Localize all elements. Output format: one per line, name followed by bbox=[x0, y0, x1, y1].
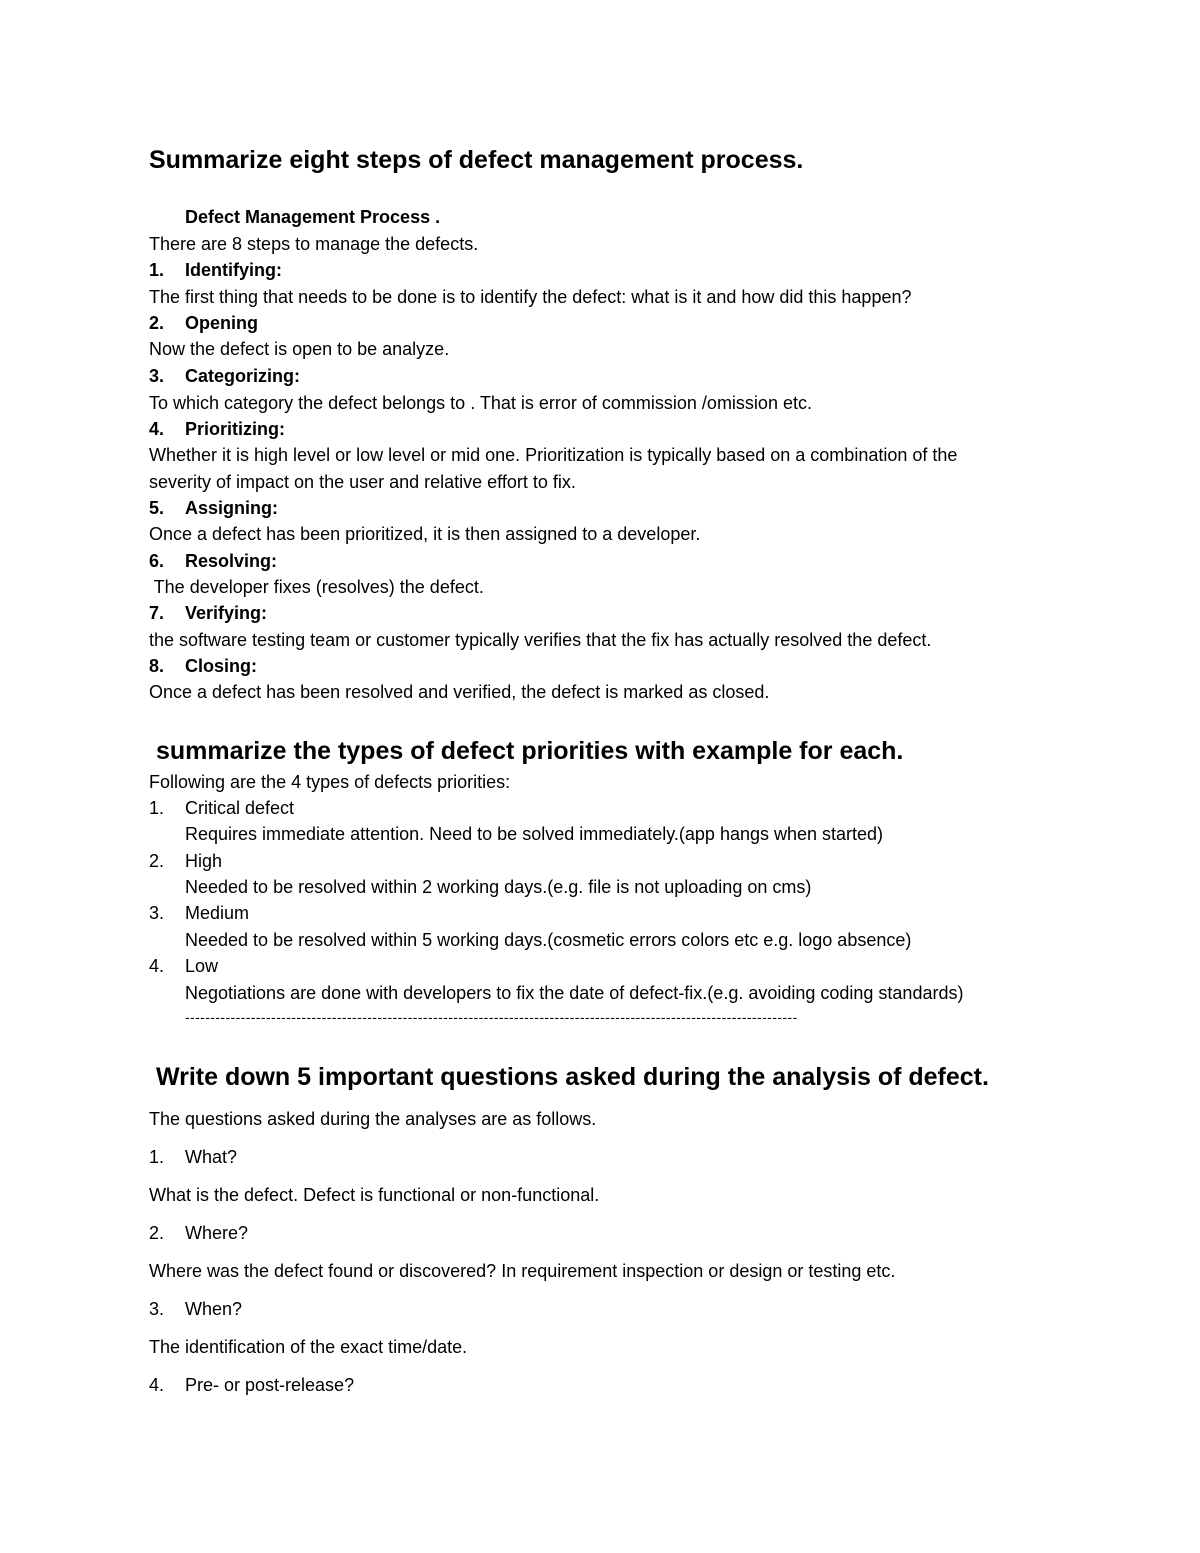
item-number: 2. bbox=[149, 851, 165, 871]
step-8-title bbox=[149, 655, 257, 677]
step-title: Identifying: bbox=[185, 260, 282, 280]
question-number: 1. bbox=[149, 1147, 165, 1167]
answer-1: What is the defect. Defect is functional or non-functional. bbox=[149, 1185, 600, 1205]
step-7-title bbox=[149, 602, 267, 624]
step-7-desc: the software testing team or customer typically verifies that the fix has actually resolved the defect. bbox=[149, 630, 932, 650]
priority-3-desc: Needed to be resolved within 5 working days.(cosmetic errors colors etc e.g. logo absence) bbox=[185, 930, 912, 950]
question-number: 4. bbox=[149, 1375, 165, 1395]
step-number: 7. bbox=[149, 603, 165, 623]
step-6-desc: The developer fixes (resolves) the defect. bbox=[149, 577, 484, 597]
section3-heading: Write down 5 important questions asked during the analysis of defect. bbox=[149, 1063, 989, 1091]
step-2-desc: Now the defect is open to be analyze. bbox=[149, 339, 450, 359]
priority-4-desc: Negotiations are done with developers to fix the date of defect-fix.(e.g. avoiding coding standards) bbox=[185, 983, 964, 1003]
section2-separator: ------------------------------------------------------------------------------------------------------------------------- bbox=[185, 1009, 798, 1025]
step-4-desc-line2: severity of impact on the user and relative effort to fix. bbox=[149, 472, 576, 492]
answer-2: Where was the defect found or discovered? In requirement inspection or design or testing etc. bbox=[149, 1261, 896, 1281]
item-title: Low bbox=[185, 956, 219, 976]
section1-heading: Summarize eight steps of defect management process. bbox=[149, 146, 804, 174]
priority-1-desc: Requires immediate attention. Need to be solved immediately.(app hangs when started) bbox=[185, 824, 884, 844]
step-3-desc: To which category the defect belongs to . That is error of commission /omission etc. bbox=[149, 393, 812, 413]
step-number: 8. bbox=[149, 656, 165, 676]
step-title: Resolving: bbox=[185, 551, 278, 571]
priority-4-title bbox=[149, 955, 218, 977]
item-number: 4. bbox=[149, 956, 165, 976]
question-text: What? bbox=[185, 1147, 238, 1167]
step-number: 4. bbox=[149, 419, 165, 439]
step-number: 2. bbox=[149, 313, 165, 333]
priority-2-title bbox=[149, 850, 222, 872]
step-title: Assigning: bbox=[185, 498, 278, 518]
step-2-title bbox=[149, 312, 258, 334]
step-4-title bbox=[149, 418, 285, 440]
question-number: 2. bbox=[149, 1223, 165, 1243]
step-number: 5. bbox=[149, 498, 165, 518]
step-title: Opening bbox=[185, 313, 258, 333]
step-number: 1. bbox=[149, 260, 165, 280]
step-title: Categorizing: bbox=[185, 366, 300, 386]
section2-intro: Following are the 4 types of defects priorities: bbox=[149, 772, 511, 792]
question-number: 3. bbox=[149, 1299, 165, 1319]
priority-1-title bbox=[149, 797, 294, 819]
step-8-desc: Once a defect has been resolved and verified, the defect is marked as closed. bbox=[149, 682, 770, 702]
question-4 bbox=[149, 1374, 354, 1396]
step-1-title bbox=[149, 259, 282, 281]
question-1 bbox=[149, 1146, 237, 1168]
question-3 bbox=[149, 1298, 242, 1320]
question-2 bbox=[149, 1222, 248, 1244]
priority-2-desc: Needed to be resolved within 2 working days.(e.g. file is not uploading on cms) bbox=[185, 877, 812, 897]
question-text: Pre- or post-release? bbox=[185, 1375, 355, 1395]
step-title: Verifying: bbox=[185, 603, 268, 623]
step-6-title bbox=[149, 550, 277, 572]
step-3-title bbox=[149, 365, 300, 387]
question-text: Where? bbox=[185, 1223, 249, 1243]
question-text: When? bbox=[185, 1299, 243, 1319]
answer-3: The identification of the exact time/date. bbox=[149, 1337, 468, 1357]
item-title: Critical defect bbox=[185, 798, 295, 818]
step-5-title bbox=[149, 497, 278, 519]
step-title: Closing: bbox=[185, 656, 257, 676]
item-number: 1. bbox=[149, 798, 165, 818]
step-title: Prioritizing: bbox=[185, 419, 285, 439]
priority-3-title bbox=[149, 902, 249, 924]
step-1-desc: The first thing that needs to be done is to identify the defect: what is it and how did this happen? bbox=[149, 287, 912, 307]
section1-intro: There are 8 steps to manage the defects. bbox=[149, 234, 479, 254]
section2-heading: summarize the types of defect priorities with example for each. bbox=[149, 737, 904, 765]
step-5-desc: Once a defect has been prioritized, it is then assigned to a developer. bbox=[149, 524, 701, 544]
item-title: Medium bbox=[185, 903, 250, 923]
section1-subheading: Defect Management Process . bbox=[185, 207, 441, 227]
section3-intro: The questions asked during the analyses are as follows. bbox=[149, 1109, 597, 1129]
item-number: 3. bbox=[149, 903, 165, 923]
step-number: 3. bbox=[149, 366, 165, 386]
step-number: 6. bbox=[149, 551, 165, 571]
item-title: High bbox=[185, 851, 223, 871]
step-4-desc-line1: Whether it is high level or low level or mid one. Prioritization is typically based on a combination of the bbox=[149, 445, 958, 465]
